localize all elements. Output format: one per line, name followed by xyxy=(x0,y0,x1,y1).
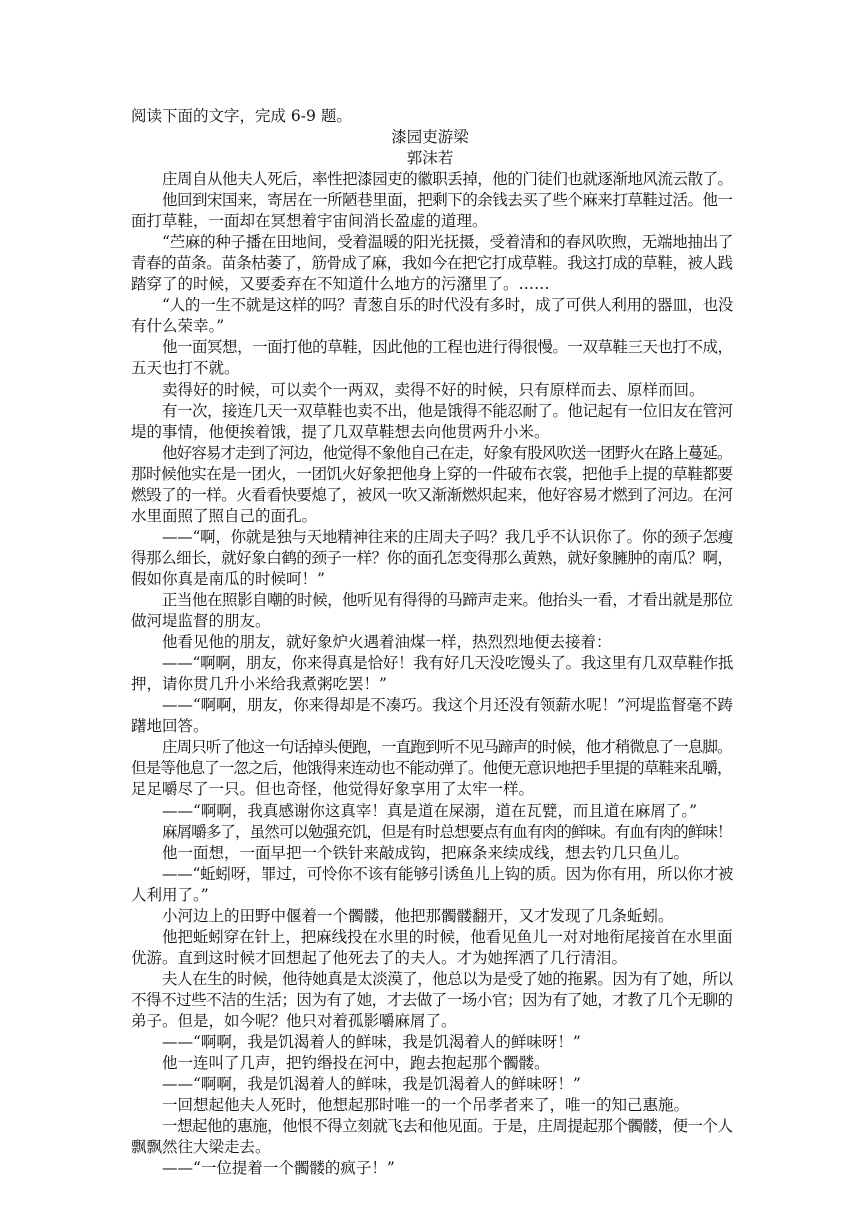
text-line: 青春的苗条。苗条枯萎了，筋骨成了麻，我如今在把它打成草鞋。我这打成的草鞋，被人践 xyxy=(131,254,733,273)
text-line: 押，请你贯几升小米给我煮粥吃罢！” xyxy=(131,675,387,694)
text-line: 他一面冥想，一面打他的草鞋，因此他的工程也进行得很慢。一双草鞋三天也打不成， xyxy=(162,338,733,357)
text-line: 做河堤监督的朋友。 xyxy=(131,612,271,631)
text-line: 水里面照了照自己的面孔。 xyxy=(131,506,318,525)
text-line: ——“啊啊，我真感谢你这真宰！真是道在屎溺，道在瓦甓，而且道在麻屑了。” xyxy=(162,801,698,820)
text-line: ——“啊，你就是独与天地精神往来的庄周夫子吗？我几乎不认识你了。你的颈子怎瘦 xyxy=(162,527,734,546)
text-line: 麻屑嚼多了，虽然可以勉强充饥，但是有时总想要点有血有肉的鲜味。有血有肉的鲜味！ xyxy=(162,822,732,841)
article-title: 漆园吏游梁 xyxy=(391,128,469,146)
article-author: 郭沫若 xyxy=(406,149,454,167)
text-line: 燃毁了的一样。火看看快要熄了，被风一吹又渐渐燃炽起来，他好容易才燃到了河边。在河 xyxy=(131,485,733,504)
text-line: 那时候他实在是一团火，一团饥火好象把他身上穿的一件破布衣裳，把他手上提的草鞋都要 xyxy=(131,464,733,483)
text-line: 一回想起他夫人死时，他想起那时唯一的一个吊孝者来了，唯一的知己惠施。 xyxy=(162,1096,690,1115)
text-line: 一想起他的惠施，他恨不得立刻就飞去和他见面。于是，庄周提起那个髑髅，便一个人 xyxy=(162,1117,733,1136)
text-line: ——“啊啊，朋友，你来得却是不凑巧。我这个月还没有领薪水呢！”河堤监督毫不踌 xyxy=(162,696,733,715)
text-line: 他好容易才走到了河边，他觉得不象他自己在走，好象有股风吹送一团野火在路上蔓延。 xyxy=(162,443,732,462)
text-line: ——“一位提着一个髑髅的疯子！” xyxy=(162,1159,395,1178)
text-line: 飘飘然往大梁走去。 xyxy=(131,1138,271,1157)
text-line: 得那么细长，就好象白鹤的颈子一样？你的面孔怎变得那么黄熟，就好象臃肿的南瓜？啊， xyxy=(131,548,733,567)
text-line: 他一连叫了几声，把钓缗投在河中，跑去抱起那个髑髅。 xyxy=(162,1054,550,1073)
text-line: 不得不过些不洁的生活；因为有了她，才去做了一场小官；因为有了她，才教了几个无聊的 xyxy=(131,990,733,1009)
text-line: 庄周只听了他这一句话掉头便跑，一直跑到听不见马蹄声的时候，他才稍微息了一息脚。 xyxy=(162,738,732,757)
text-line: 有一次，接连几天一双草鞋也卖不出，他是饿得不能忍耐了。他记起有一位旧友在管河 xyxy=(162,401,733,420)
text-line: 面打草鞋，一面却在冥想着宇宙间消长盈虚的道理。 xyxy=(131,212,488,231)
text-line: ——“蚯蚓呀，罪过，可怜你不该有能够引诱鱼儿上钩的质。因为你有用，所以你才被 xyxy=(162,864,734,883)
text-line: 他把蚯蚓穿在针上，把麻线投在水里的时候，他看见鱼儿一对对地衔尾接首在水里面 xyxy=(162,927,733,946)
text-line: 足足嚼尽了一只。但也奇怪，他觉得好象享用了太牢一样。 xyxy=(131,780,535,799)
reading-instruction: 阅读下面的文字，完成 6-9 题。 xyxy=(131,107,352,125)
text-line: 夫人在生的时候，他待她真是太淡漠了，他总以为是受了她的拖累。因为有了她，所以 xyxy=(162,969,733,988)
text-line: 庄周自从他夫人死后，率性把漆园吏的徽职丢掉，他的门徒们也就逐渐地风流云散了。 xyxy=(162,170,733,188)
text-line: 但是等他息了一忽之后，他饿得来连动也不能动弹了。他便无意识地把手里提的草鞋来乱嚼， xyxy=(131,759,732,778)
text-line: 他一面想，一面早把一个铁针来敲成钩，把麻条来续成线，想去钓几只鱼儿。 xyxy=(162,843,690,862)
text-line: 堤的事情，他便挨着饿，提了几双草鞋想去向他贯两升小米。 xyxy=(131,422,550,441)
text-line: “人的一生不就是这样的吗？青葱自乐的时代没有多时，成了可供人利用的器皿，也没 xyxy=(162,296,734,315)
text-line: 人利用了。” xyxy=(131,885,209,904)
text-line: 躇地回答。 xyxy=(131,717,209,736)
text-line: 他回到宋国来，寄居在一所陋巷里面，把剩下的余钱去买了些个麻来打草鞋过活。他一 xyxy=(162,191,733,210)
text-line: ——“啊啊，朋友，你来得真是恰好！我有好几天没吃馒头了。我这里有几双草鞋作抵 xyxy=(162,654,734,673)
text-line: 弟子。但是，如今呢？他只对着孤影嚼麻屑了。 xyxy=(131,1012,457,1030)
text-line: 卖得好的时候，可以卖个一两双，卖得不好的时候，只有原样而去、原样而回。 xyxy=(162,380,705,399)
text-line: ——“啊啊，我是饥渴着人的鲜味，我是饥渴着人的鲜味呀！” xyxy=(162,1075,581,1094)
text-line: “苎麻的种子播在田地间，受着温暖的阳光抚摄，受着清和的春风吹煦，无端地抽出了 xyxy=(162,233,734,252)
text-line: 踏穿了的时候，又要委弃在不知道什么地方的污潴里了。…… xyxy=(131,275,550,294)
text-line: 他看见他的朋友，就好象炉火遇着油煤一样，热烈烈地便去接着： xyxy=(162,633,612,652)
text-line: 五天也打不就。 xyxy=(131,359,240,378)
text-line: 优游。直到这时候才回想起了他死去了的夫人。才为她挥洒了几行清泪。 xyxy=(131,948,628,967)
text-line: 假如你真是南瓜的时候呵！” xyxy=(131,569,325,588)
text-line: 有什么荣幸。” xyxy=(131,317,225,336)
text-line: ——“啊啊，我是饥渴着人的鲜味，我是饥渴着人的鲜味呀！” xyxy=(162,1033,581,1052)
text-line: 小河边上的田野中偃着一个髑髅，他把那髑髅翻开，又才发现了几条蚯蚓。 xyxy=(162,906,674,925)
text-line: 正当他在照影自嘲的时候，他听见有得得的马蹄声走来。他抬头一看，才看出就是那位 xyxy=(162,591,733,609)
